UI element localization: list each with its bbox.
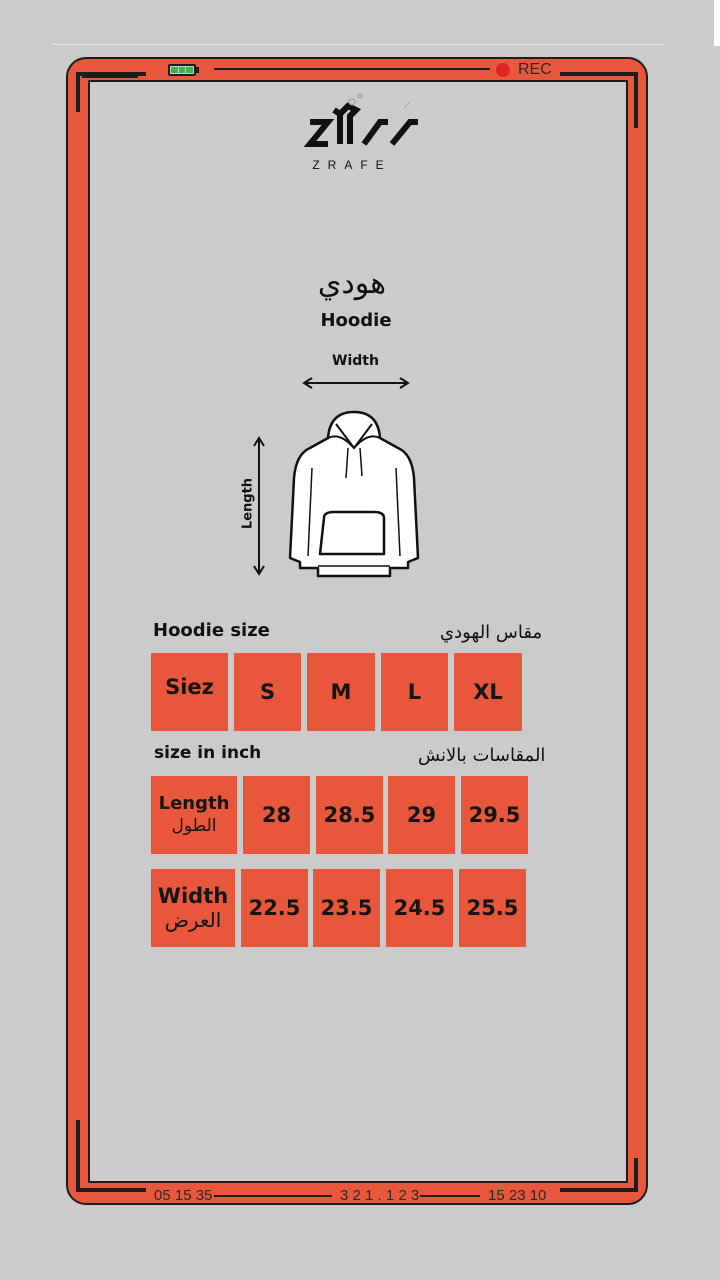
length-value-m: 28.5	[316, 776, 383, 854]
size-table-label-ar: مقاس الهودي	[440, 622, 543, 643]
record-dot-icon	[496, 63, 510, 77]
length-value-xl: 29.5	[461, 776, 528, 854]
product-title-ar: هودي	[317, 266, 387, 301]
size-cell-l: L	[381, 653, 448, 731]
footer-left-code: 05 15 35	[154, 1187, 213, 1204]
width-value-s: 22.5	[241, 869, 308, 947]
battery-icon	[168, 64, 196, 76]
brand-name: ZRAFE	[312, 158, 392, 172]
size-header-cell: Siez	[151, 653, 228, 731]
edge-stripe	[714, 0, 720, 46]
length-row-header	[151, 776, 237, 854]
brand-logo	[300, 92, 424, 156]
inch-table-label-ar: المقاسات بالانش	[418, 745, 546, 766]
giraffe-logo-icon	[300, 92, 424, 156]
width-arrow-icon	[300, 374, 412, 392]
rec-label: REC	[518, 61, 552, 78]
width-value-l: 24.5	[386, 869, 453, 947]
battery-tip	[196, 67, 199, 73]
footer-right-code: 15 23 10	[488, 1187, 547, 1204]
length-value-l: 29	[388, 776, 455, 854]
width-label-ar: العرض	[164, 907, 222, 932]
width-row-header	[151, 869, 235, 947]
width-label-en: Width	[157, 884, 229, 909]
size-table-label: Hoodie size	[153, 620, 270, 641]
length-label: Length	[240, 477, 256, 530]
product-title-en: Hoodie	[320, 310, 392, 331]
inch-table-label: size in inch	[154, 743, 262, 763]
length-value-s: 28	[243, 776, 310, 854]
hoodie-icon	[284, 408, 424, 580]
width-label: Width	[332, 353, 379, 369]
size-cell-xl: XL	[454, 653, 522, 731]
width-value-xl: 25.5	[459, 869, 526, 947]
length-label-ar: الطول	[171, 815, 217, 836]
size-cell-s: S	[234, 653, 301, 731]
width-value-m: 23.5	[313, 869, 380, 947]
length-label-en: Length	[158, 792, 230, 814]
footer-center-code: 3 2 1 . 1 2 3	[340, 1187, 420, 1204]
size-cell-m: M	[307, 653, 375, 731]
top-divider	[52, 44, 664, 45]
